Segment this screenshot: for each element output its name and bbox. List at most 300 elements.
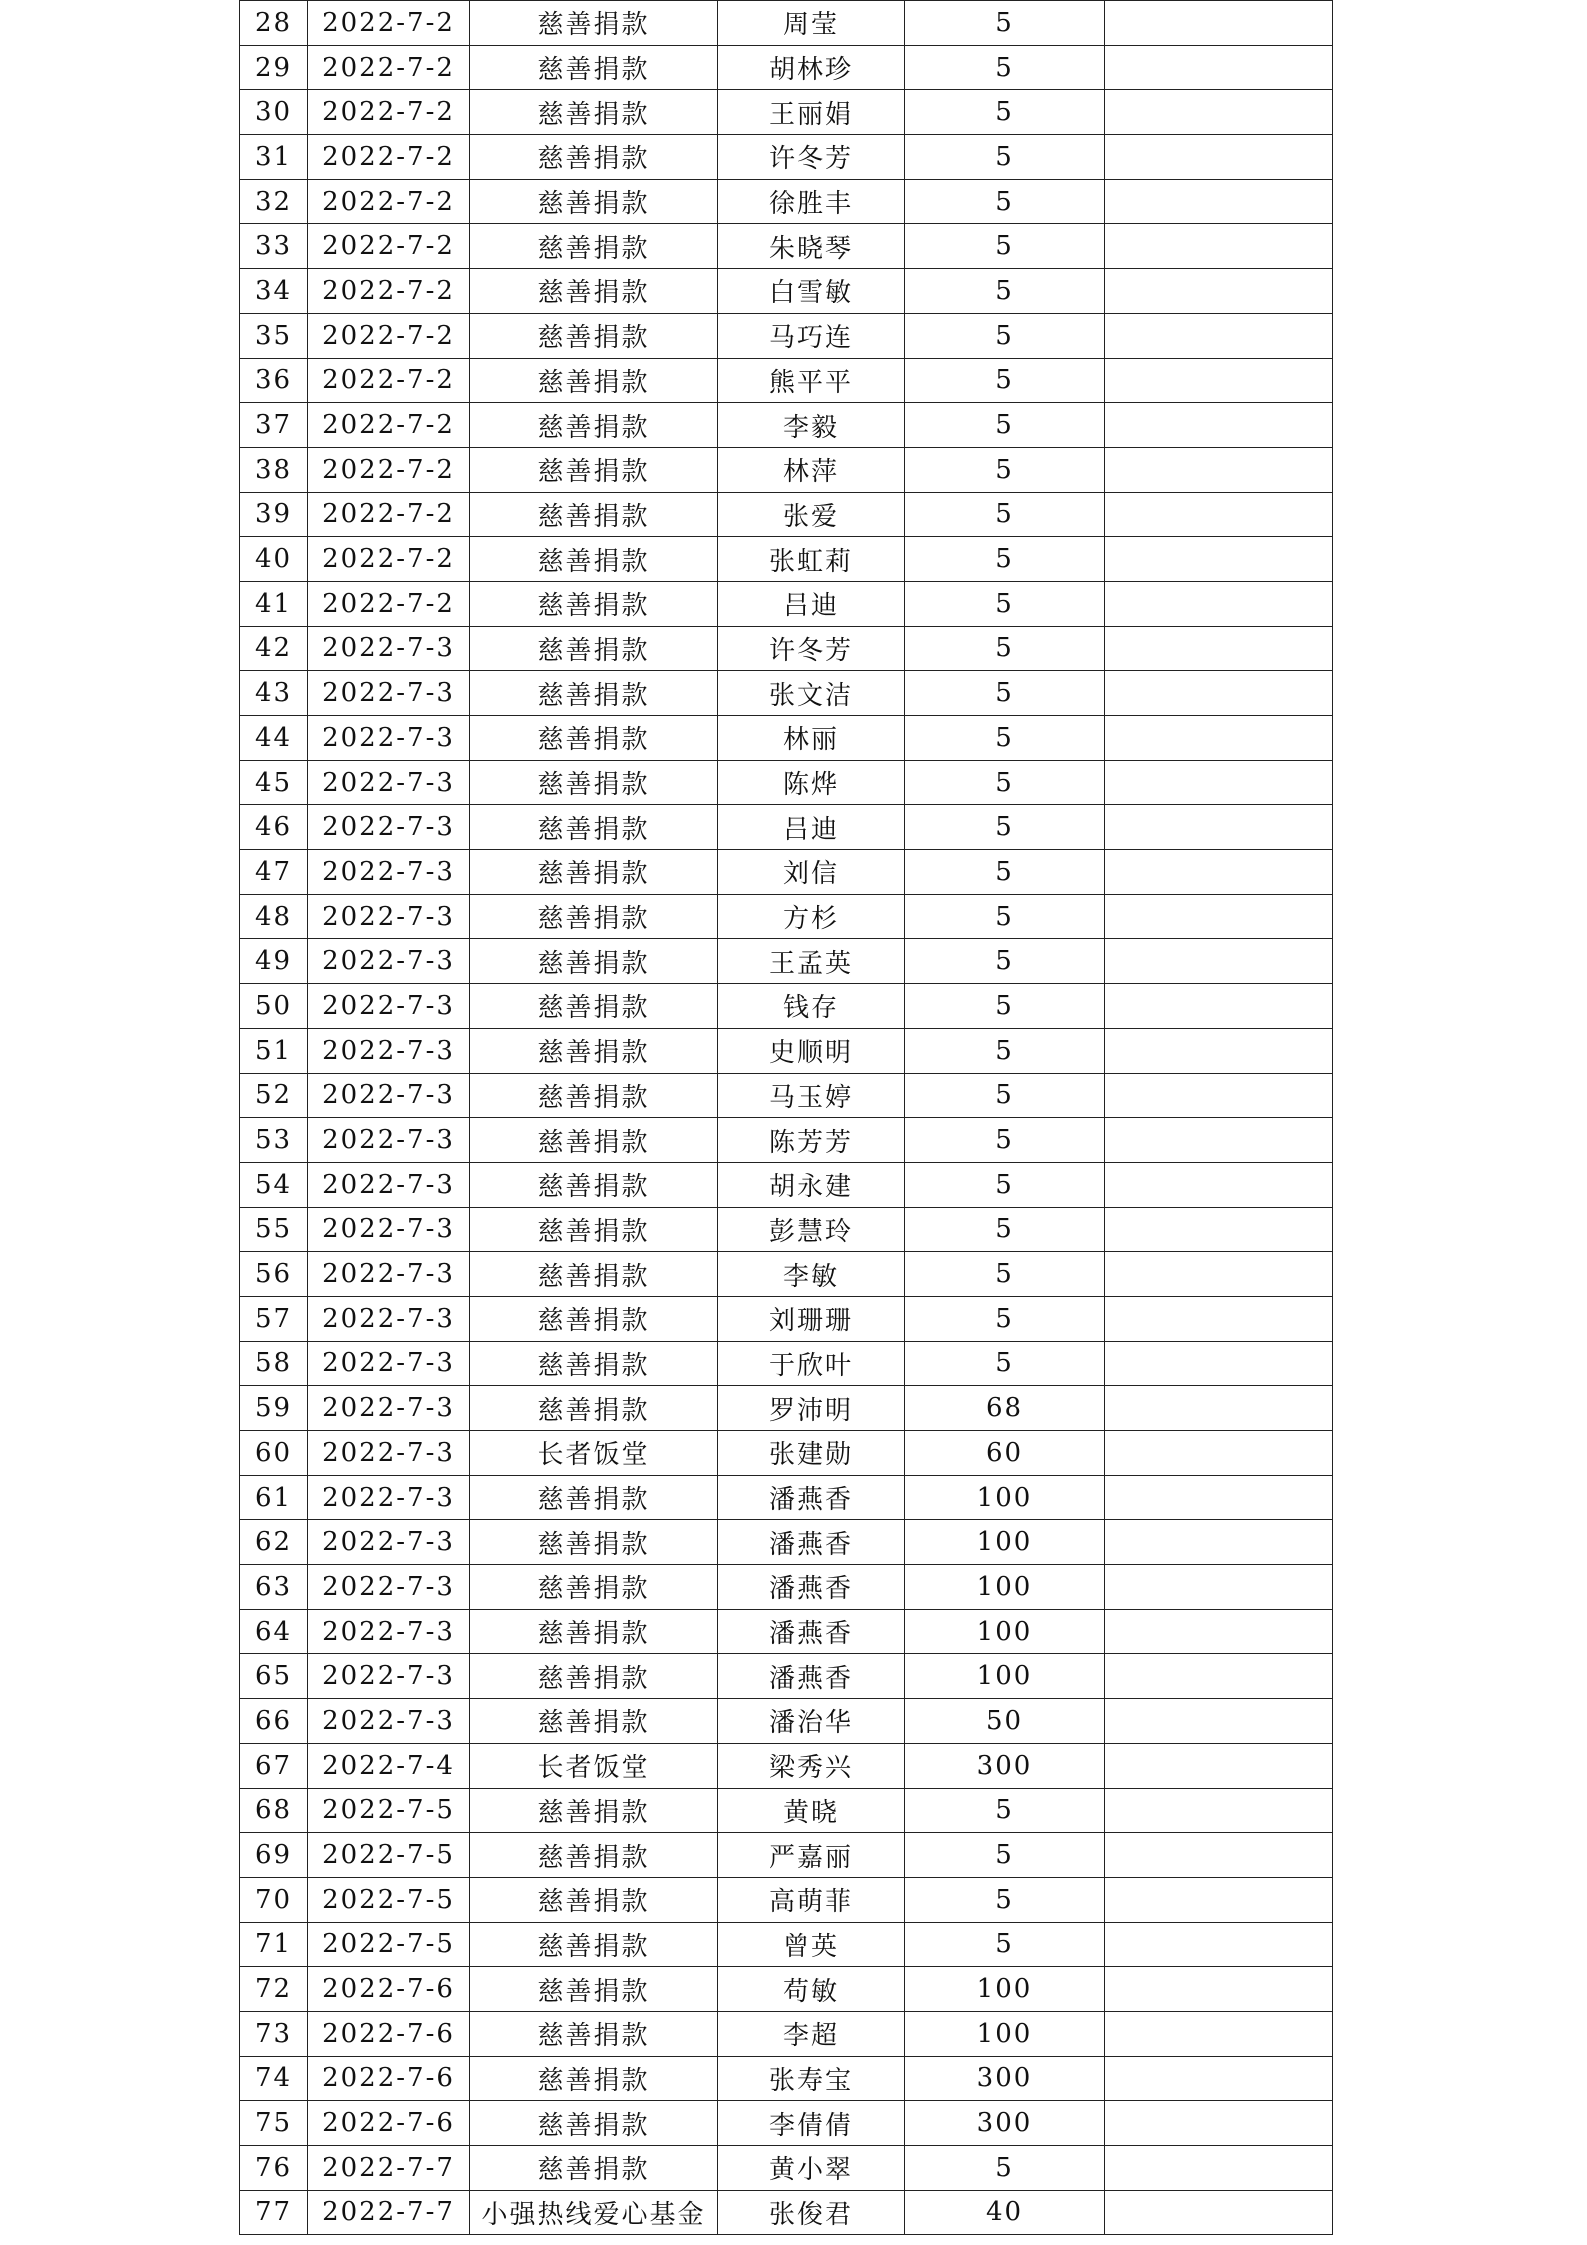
cell-serial-number: 50: [240, 984, 308, 1029]
cell-donor-name: 潘燕香: [718, 1565, 905, 1610]
cell-donor-name: 张建勋: [718, 1431, 905, 1476]
cell-donor-name: 吕迪: [718, 805, 905, 850]
donation-table: [239, 0, 1333, 2235]
table-row: [240, 1699, 1333, 1744]
cell-serial-number: 69: [240, 1833, 308, 1878]
cell-donor-name: 潘燕香: [718, 1520, 905, 1565]
cell-serial-number: 46: [240, 805, 308, 850]
table-row: [240, 1, 1333, 46]
cell-amount: 5: [905, 2146, 1105, 2191]
cell-donor-name: 许冬芳: [718, 626, 905, 671]
cell-donation-type: 慈善捐款: [470, 1967, 718, 2012]
cell-donation-type: 慈善捐款: [470, 1520, 718, 1565]
cell-date: 2022-7-3: [308, 850, 470, 895]
cell-amount: 100: [905, 1520, 1105, 1565]
cell-serial-number: 40: [240, 537, 308, 582]
cell-note: [1105, 269, 1333, 314]
cell-date: 2022-7-3: [308, 1296, 470, 1341]
cell-donation-type: 慈善捐款: [470, 1118, 718, 1163]
cell-amount: 5: [905, 45, 1105, 90]
cell-date: 2022-7-5: [308, 1877, 470, 1922]
cell-note: [1105, 2056, 1333, 2101]
cell-donation-type: 长者饭堂: [470, 1431, 718, 1476]
cell-amount: 5: [905, 537, 1105, 582]
cell-date: 2022-7-2: [308, 269, 470, 314]
cell-donation-type: 慈善捐款: [470, 1699, 718, 1744]
cell-date: 2022-7-7: [308, 2146, 470, 2191]
cell-donor-name: 潘燕香: [718, 1654, 905, 1699]
cell-note: [1105, 716, 1333, 761]
cell-donation-type: 长者饭堂: [470, 1743, 718, 1788]
cell-serial-number: 37: [240, 403, 308, 448]
cell-serial-number: 58: [240, 1341, 308, 1386]
cell-donation-type: 慈善捐款: [470, 716, 718, 761]
cell-date: 2022-7-3: [308, 1386, 470, 1431]
donation-table-body: [240, 1, 1333, 2235]
cell-date: 2022-7-6: [308, 2101, 470, 2146]
cell-note: [1105, 2101, 1333, 2146]
table-row: [240, 2190, 1333, 2234]
cell-donation-type: 慈善捐款: [470, 1207, 718, 1252]
cell-serial-number: 67: [240, 1743, 308, 1788]
cell-amount: 68: [905, 1386, 1105, 1431]
cell-date: 2022-7-3: [308, 984, 470, 1029]
table-row: [240, 1118, 1333, 1163]
cell-amount: 60: [905, 1431, 1105, 1476]
cell-note: [1105, 1565, 1333, 1610]
table-row: [240, 1028, 1333, 1073]
cell-donation-type: 慈善捐款: [470, 1475, 718, 1520]
cell-amount: 100: [905, 2011, 1105, 2056]
cell-amount: 100: [905, 1565, 1105, 1610]
cell-amount: 40: [905, 2190, 1105, 2234]
cell-serial-number: 38: [240, 447, 308, 492]
cell-amount: 5: [905, 447, 1105, 492]
cell-donor-name: 梁秀兴: [718, 1743, 905, 1788]
table-row: [240, 1162, 1333, 1207]
cell-donor-name: 周莹: [718, 1, 905, 46]
cell-serial-number: 66: [240, 1699, 308, 1744]
cell-donation-type: 慈善捐款: [470, 1386, 718, 1431]
cell-donation-type: 慈善捐款: [470, 626, 718, 671]
cell-donor-name: 潘燕香: [718, 1609, 905, 1654]
cell-donor-name: 白雪敏: [718, 269, 905, 314]
table-row: [240, 760, 1333, 805]
cell-donation-type: 慈善捐款: [470, 2011, 718, 2056]
table-row: [240, 1341, 1333, 1386]
cell-note: [1105, 850, 1333, 895]
cell-donor-name: 刘珊珊: [718, 1296, 905, 1341]
cell-donor-name: 林萍: [718, 447, 905, 492]
cell-donor-name: 彭慧玲: [718, 1207, 905, 1252]
cell-date: 2022-7-3: [308, 1654, 470, 1699]
table-row: [240, 716, 1333, 761]
cell-note: [1105, 1162, 1333, 1207]
cell-amount: 5: [905, 1073, 1105, 1118]
cell-amount: 5: [905, 224, 1105, 269]
cell-serial-number: 70: [240, 1877, 308, 1922]
cell-note: [1105, 1431, 1333, 1476]
cell-donation-type: 慈善捐款: [470, 45, 718, 90]
cell-donor-name: 曾英: [718, 1922, 905, 1967]
cell-amount: 5: [905, 581, 1105, 626]
cell-note: [1105, 492, 1333, 537]
cell-serial-number: 49: [240, 939, 308, 984]
cell-date: 2022-7-2: [308, 1, 470, 46]
cell-donation-type: 慈善捐款: [470, 760, 718, 805]
cell-serial-number: 39: [240, 492, 308, 537]
cell-note: [1105, 1609, 1333, 1654]
cell-donor-name: 张爱: [718, 492, 905, 537]
cell-donor-name: 王丽娟: [718, 90, 905, 135]
cell-donor-name: 朱晓琴: [718, 224, 905, 269]
cell-donor-name: 熊平平: [718, 358, 905, 403]
cell-date: 2022-7-3: [308, 1341, 470, 1386]
cell-note: [1105, 1475, 1333, 1520]
cell-donor-name: 罗沛明: [718, 1386, 905, 1431]
cell-date: 2022-7-2: [308, 403, 470, 448]
cell-donation-type: 慈善捐款: [470, 805, 718, 850]
table-row: [240, 358, 1333, 403]
cell-serial-number: 59: [240, 1386, 308, 1431]
table-row: [240, 1609, 1333, 1654]
table-row: [240, 403, 1333, 448]
table-row: [240, 671, 1333, 716]
table-row: [240, 850, 1333, 895]
cell-donation-type: 慈善捐款: [470, 358, 718, 403]
cell-date: 2022-7-6: [308, 1967, 470, 2012]
table-row: [240, 135, 1333, 180]
cell-date: 2022-7-3: [308, 760, 470, 805]
cell-note: [1105, 626, 1333, 671]
cell-donation-type: 慈善捐款: [470, 313, 718, 358]
cell-note: [1105, 671, 1333, 716]
cell-date: 2022-7-5: [308, 1833, 470, 1878]
cell-note: [1105, 894, 1333, 939]
cell-donor-name: 陈芳芳: [718, 1118, 905, 1163]
table-row: [240, 1296, 1333, 1341]
table-row: [240, 1967, 1333, 2012]
cell-amount: 300: [905, 1743, 1105, 1788]
cell-donation-type: 慈善捐款: [470, 850, 718, 895]
cell-date: 2022-7-3: [308, 1028, 470, 1073]
cell-serial-number: 61: [240, 1475, 308, 1520]
cell-donation-type: 慈善捐款: [470, 1788, 718, 1833]
cell-date: 2022-7-2: [308, 447, 470, 492]
table-row: [240, 1431, 1333, 1476]
cell-note: [1105, 447, 1333, 492]
table-row: [240, 1565, 1333, 1610]
cell-note: [1105, 1073, 1333, 1118]
cell-date: 2022-7-2: [308, 358, 470, 403]
table-row: [240, 1520, 1333, 1565]
cell-amount: 5: [905, 939, 1105, 984]
cell-note: [1105, 1877, 1333, 1922]
cell-note: [1105, 1833, 1333, 1878]
cell-date: 2022-7-3: [308, 939, 470, 984]
cell-donation-type: 慈善捐款: [470, 1877, 718, 1922]
cell-amount: 5: [905, 850, 1105, 895]
cell-note: [1105, 2190, 1333, 2234]
cell-donor-name: 李倩倩: [718, 2101, 905, 2146]
cell-date: 2022-7-6: [308, 2056, 470, 2101]
cell-date: 2022-7-2: [308, 537, 470, 582]
cell-serial-number: 74: [240, 2056, 308, 2101]
cell-note: [1105, 1967, 1333, 2012]
cell-donation-type: 慈善捐款: [470, 2056, 718, 2101]
cell-donation-type: 小强热线爱心基金: [470, 2190, 718, 2234]
table-row: [240, 1877, 1333, 1922]
cell-date: 2022-7-3: [308, 1699, 470, 1744]
cell-date: 2022-7-3: [308, 626, 470, 671]
cell-donor-name: 马巧连: [718, 313, 905, 358]
cell-donation-type: 慈善捐款: [470, 984, 718, 1029]
table-row: [240, 1252, 1333, 1297]
cell-serial-number: 72: [240, 1967, 308, 2012]
cell-serial-number: 48: [240, 894, 308, 939]
cell-date: 2022-7-2: [308, 581, 470, 626]
cell-serial-number: 31: [240, 135, 308, 180]
cell-amount: 5: [905, 671, 1105, 716]
cell-serial-number: 34: [240, 269, 308, 314]
cell-serial-number: 56: [240, 1252, 308, 1297]
cell-serial-number: 76: [240, 2146, 308, 2191]
cell-note: [1105, 537, 1333, 582]
cell-serial-number: 68: [240, 1788, 308, 1833]
cell-donation-type: 慈善捐款: [470, 1252, 718, 1297]
table-row: [240, 224, 1333, 269]
cell-donation-type: 慈善捐款: [470, 1028, 718, 1073]
cell-note: [1105, 1252, 1333, 1297]
cell-note: [1105, 1788, 1333, 1833]
table-row: [240, 894, 1333, 939]
cell-amount: 5: [905, 269, 1105, 314]
cell-donation-type: 慈善捐款: [470, 1609, 718, 1654]
cell-donor-name: 张寿宝: [718, 2056, 905, 2101]
cell-amount: 5: [905, 1252, 1105, 1297]
cell-donation-type: 慈善捐款: [470, 1341, 718, 1386]
table-row: [240, 2056, 1333, 2101]
cell-date: 2022-7-3: [308, 894, 470, 939]
cell-donation-type: 慈善捐款: [470, 671, 718, 716]
cell-date: 2022-7-2: [308, 224, 470, 269]
table-row: [240, 1743, 1333, 1788]
cell-note: [1105, 1, 1333, 46]
cell-amount: 100: [905, 1475, 1105, 1520]
table-row: [240, 1475, 1333, 1520]
cell-amount: 5: [905, 984, 1105, 1029]
cell-serial-number: 54: [240, 1162, 308, 1207]
cell-donation-type: 慈善捐款: [470, 581, 718, 626]
cell-amount: 5: [905, 805, 1105, 850]
cell-serial-number: 28: [240, 1, 308, 46]
cell-amount: 50: [905, 1699, 1105, 1744]
cell-donor-name: 吕迪: [718, 581, 905, 626]
cell-amount: 5: [905, 716, 1105, 761]
table-row: [240, 447, 1333, 492]
table-row: [240, 492, 1333, 537]
cell-donation-type: 慈善捐款: [470, 1654, 718, 1699]
cell-note: [1105, 403, 1333, 448]
cell-serial-number: 35: [240, 313, 308, 358]
cell-amount: 5: [905, 1162, 1105, 1207]
cell-serial-number: 36: [240, 358, 308, 403]
cell-amount: 100: [905, 1967, 1105, 2012]
cell-donation-type: 慈善捐款: [470, 939, 718, 984]
cell-donation-type: 慈善捐款: [470, 1565, 718, 1610]
cell-serial-number: 73: [240, 2011, 308, 2056]
cell-amount: 5: [905, 1207, 1105, 1252]
cell-note: [1105, 1118, 1333, 1163]
cell-date: 2022-7-2: [308, 45, 470, 90]
cell-note: [1105, 45, 1333, 90]
cell-date: 2022-7-4: [308, 1743, 470, 1788]
cell-serial-number: 51: [240, 1028, 308, 1073]
cell-note: [1105, 1520, 1333, 1565]
cell-donor-name: 潘治华: [718, 1699, 905, 1744]
cell-donor-name: 黄晓: [718, 1788, 905, 1833]
cell-note: [1105, 2011, 1333, 2056]
cell-amount: 5: [905, 1028, 1105, 1073]
cell-donor-name: 方杉: [718, 894, 905, 939]
table-row: [240, 90, 1333, 135]
cell-donor-name: 苟敏: [718, 1967, 905, 2012]
cell-note: [1105, 313, 1333, 358]
cell-note: [1105, 1296, 1333, 1341]
table-row: [240, 179, 1333, 224]
cell-amount: 5: [905, 179, 1105, 224]
cell-donor-name: 史顺明: [718, 1028, 905, 1073]
cell-date: 2022-7-5: [308, 1788, 470, 1833]
cell-date: 2022-7-2: [308, 179, 470, 224]
cell-date: 2022-7-2: [308, 313, 470, 358]
table-row: [240, 1386, 1333, 1431]
cell-date: 2022-7-3: [308, 1252, 470, 1297]
cell-date: 2022-7-3: [308, 1520, 470, 1565]
cell-note: [1105, 1028, 1333, 1073]
cell-serial-number: 55: [240, 1207, 308, 1252]
cell-donation-type: 慈善捐款: [470, 894, 718, 939]
cell-donor-name: 刘信: [718, 850, 905, 895]
cell-serial-number: 62: [240, 1520, 308, 1565]
cell-amount: 100: [905, 1609, 1105, 1654]
cell-donor-name: 陈烨: [718, 760, 905, 805]
cell-note: [1105, 1743, 1333, 1788]
cell-note: [1105, 90, 1333, 135]
cell-note: [1105, 1341, 1333, 1386]
cell-amount: 5: [905, 135, 1105, 180]
cell-donor-name: 王孟英: [718, 939, 905, 984]
cell-donor-name: 徐胜丰: [718, 179, 905, 224]
cell-donation-type: 慈善捐款: [470, 179, 718, 224]
table-row: [240, 626, 1333, 671]
cell-donor-name: 钱存: [718, 984, 905, 1029]
table-row: [240, 1833, 1333, 1878]
cell-amount: 5: [905, 1341, 1105, 1386]
table-row: [240, 45, 1333, 90]
cell-note: [1105, 1699, 1333, 1744]
cell-date: 2022-7-3: [308, 716, 470, 761]
cell-donation-type: 慈善捐款: [470, 1833, 718, 1878]
cell-note: [1105, 1207, 1333, 1252]
cell-note: [1105, 1654, 1333, 1699]
cell-note: [1105, 1386, 1333, 1431]
cell-amount: 5: [905, 626, 1105, 671]
table-row: [240, 269, 1333, 314]
cell-donor-name: 胡永建: [718, 1162, 905, 1207]
cell-serial-number: 45: [240, 760, 308, 805]
cell-donation-type: 慈善捐款: [470, 1162, 718, 1207]
cell-donor-name: 张俊君: [718, 2190, 905, 2234]
cell-donor-name: 张虹莉: [718, 537, 905, 582]
cell-amount: 5: [905, 894, 1105, 939]
cell-serial-number: 47: [240, 850, 308, 895]
cell-amount: 5: [905, 90, 1105, 135]
cell-serial-number: 29: [240, 45, 308, 90]
cell-serial-number: 77: [240, 2190, 308, 2234]
cell-donation-type: 慈善捐款: [470, 1296, 718, 1341]
table-row: [240, 939, 1333, 984]
cell-amount: 300: [905, 2101, 1105, 2146]
cell-serial-number: 57: [240, 1296, 308, 1341]
cell-date: 2022-7-3: [308, 1431, 470, 1476]
cell-date: 2022-7-3: [308, 1162, 470, 1207]
cell-donation-type: 慈善捐款: [470, 269, 718, 314]
cell-amount: 5: [905, 358, 1105, 403]
cell-note: [1105, 2146, 1333, 2191]
cell-date: 2022-7-5: [308, 1922, 470, 1967]
cell-donation-type: 慈善捐款: [470, 1, 718, 46]
cell-date: 2022-7-3: [308, 1118, 470, 1163]
table-row: [240, 2146, 1333, 2191]
cell-date: 2022-7-2: [308, 90, 470, 135]
cell-date: 2022-7-3: [308, 805, 470, 850]
table-row: [240, 1207, 1333, 1252]
cell-donor-name: 李毅: [718, 403, 905, 448]
cell-date: 2022-7-3: [308, 1609, 470, 1654]
cell-donation-type: 慈善捐款: [470, 1922, 718, 1967]
cell-donation-type: 慈善捐款: [470, 135, 718, 180]
cell-donation-type: 慈善捐款: [470, 447, 718, 492]
cell-amount: 5: [905, 313, 1105, 358]
cell-date: 2022-7-3: [308, 1475, 470, 1520]
table-row: [240, 1073, 1333, 1118]
cell-note: [1105, 135, 1333, 180]
cell-donation-type: 慈善捐款: [470, 2101, 718, 2146]
cell-amount: 5: [905, 492, 1105, 537]
table-row: [240, 2101, 1333, 2146]
cell-donor-name: 张文洁: [718, 671, 905, 716]
cell-donation-type: 慈善捐款: [470, 90, 718, 135]
cell-donor-name: 许冬芳: [718, 135, 905, 180]
cell-note: [1105, 581, 1333, 626]
cell-serial-number: 60: [240, 1431, 308, 1476]
cell-note: [1105, 984, 1333, 1029]
cell-serial-number: 41: [240, 581, 308, 626]
cell-amount: 300: [905, 2056, 1105, 2101]
cell-amount: 5: [905, 1877, 1105, 1922]
cell-donor-name: 林丽: [718, 716, 905, 761]
cell-serial-number: 71: [240, 1922, 308, 1967]
table-row: [240, 2011, 1333, 2056]
cell-date: 2022-7-3: [308, 1565, 470, 1610]
table-row: [240, 581, 1333, 626]
cell-donation-type: 慈善捐款: [470, 403, 718, 448]
cell-serial-number: 63: [240, 1565, 308, 1610]
cell-serial-number: 42: [240, 626, 308, 671]
cell-donation-type: 慈善捐款: [470, 224, 718, 269]
cell-serial-number: 33: [240, 224, 308, 269]
